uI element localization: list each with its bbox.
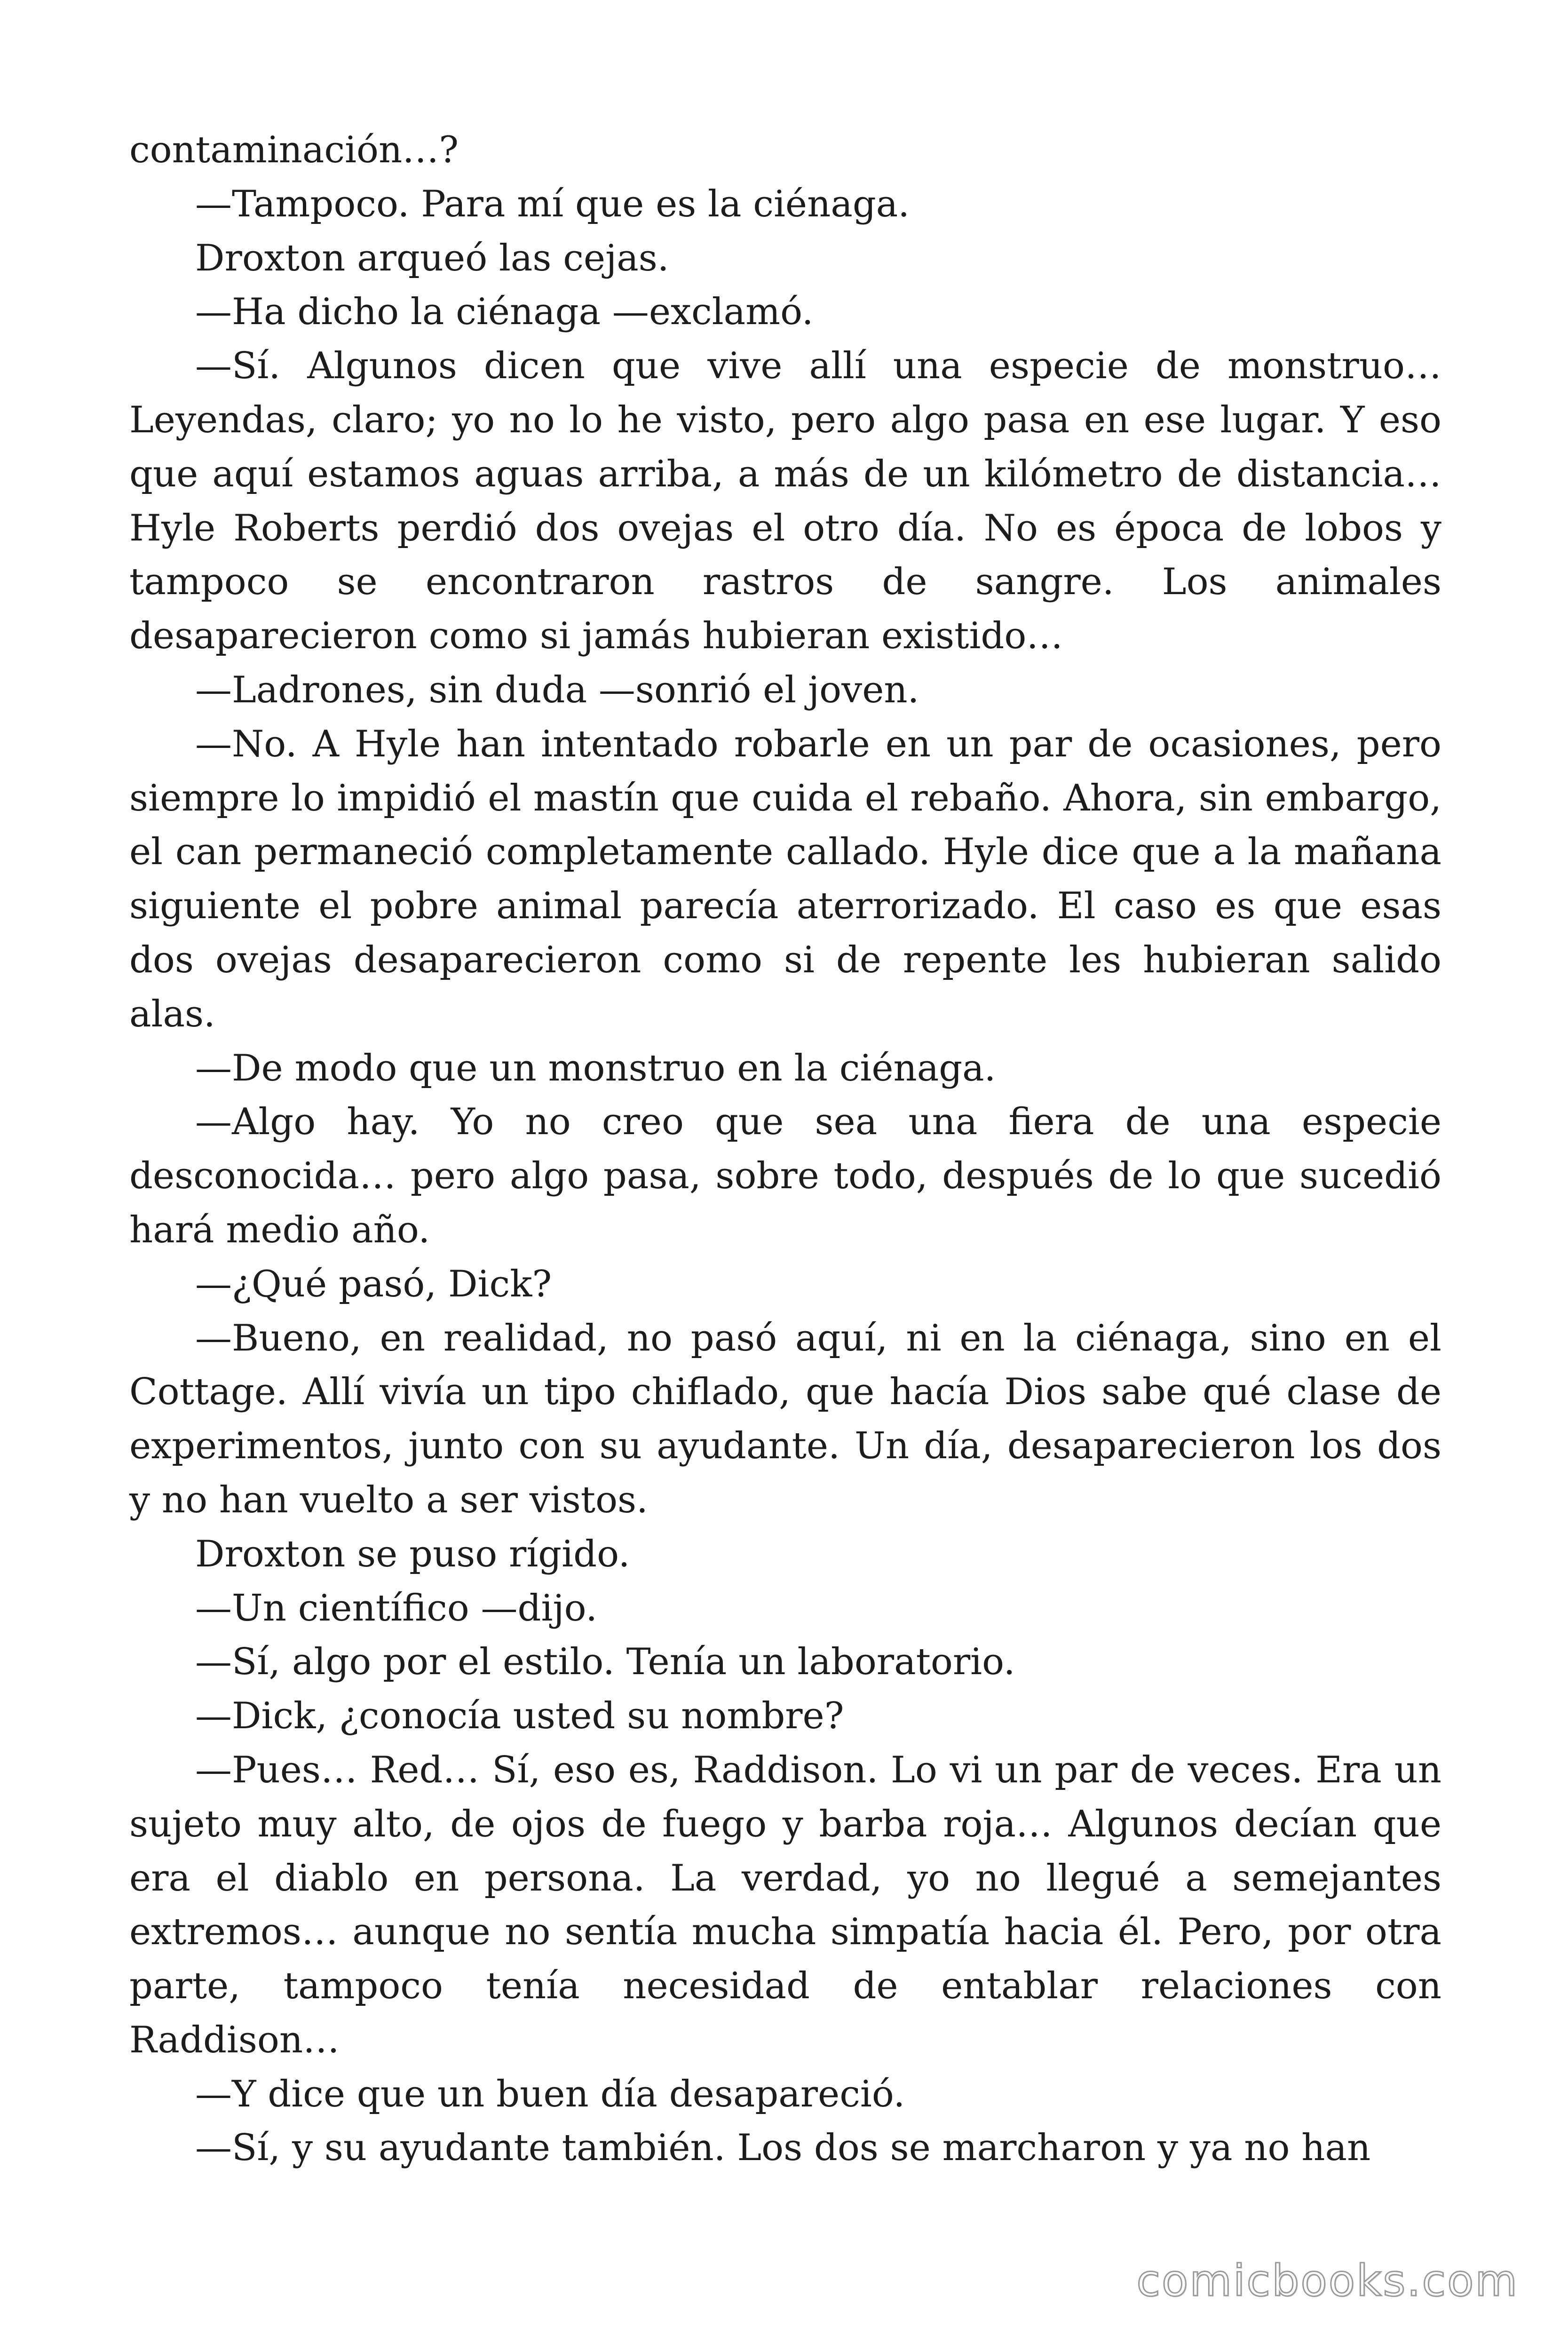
paragraph: —Pues… Red… Sí, eso es, Raddison. Lo vi un par de veces. Era un sujeto muy alto, de ojos de fuego y barba roja… Algunos decían que era el diablo en persona. La verdad, yo no llegué a semejantes extremos… aunque no sentía mucha simpatía hacia él. Pero, por otra parte, tampoco tenía necesidad de entablar relaciones con Raddison… bbox=[129, 1748, 1441, 2061]
paragraph: —De modo que un monstruo en la ciénaga. bbox=[195, 1047, 996, 1089]
paragraph: —Sí. Algunos dicen que vive allí una especie de monstruo… Leyendas, claro; yo no lo he visto, pero algo pasa en ese lugar. Y eso que aquí estamos aguas arriba, a más de un kilómetro de distancia… Hyle Roberts perdió dos ovejas el otro día. No es época de lobos y tampoco se encontraron rastros de sangre. Los animales desaparecieron como si jamás hubieran existido… bbox=[129, 345, 1441, 658]
paragraph: —Tampoco. Para mí que es la ciénaga. bbox=[195, 183, 910, 225]
paragraph: —Algo hay. Yo no creo que sea una fiera de una especie desconocida… pero algo pasa, sobre todo, después de lo que sucedió hará medio año. bbox=[129, 1101, 1441, 1251]
paragraph: —No. A Hyle han intentado robarle en un par de ocasiones, pero siempre lo impidió el mastín que cuida el rebaño. Ahora, sin embargo, el can permaneció completamente callado. Hyle dice que a la mañana siguiente el pobre animal parecía aterrorizado. El caso es que esas dos ovejas desaparecieron como si de repente les hubieran salido alas. bbox=[129, 723, 1441, 1035]
paragraph: Droxton arqueó las cejas. bbox=[195, 237, 669, 279]
watermark: comicbooks.com bbox=[1136, 2256, 1519, 2306]
book-page-text bbox=[129, 123, 1441, 2175]
paragraph: —¿Qué pasó, Dick? bbox=[195, 1263, 552, 1305]
paragraph: Droxton se puso rígido. bbox=[195, 1533, 630, 1575]
paragraph: contaminación…? bbox=[129, 129, 459, 171]
paragraph: —Ladrones, sin duda —sonrió el joven. bbox=[195, 668, 919, 711]
paragraph: —Y dice que un buen día desapareció. bbox=[195, 2073, 905, 2115]
paragraph: —Ha dicho la ciénaga —exclamó. bbox=[195, 291, 814, 334]
paragraph: —Un científico —dijo. bbox=[195, 1587, 597, 1629]
paragraph: —Sí, y su ayudante también. Los dos se marcharon y ya no han bbox=[195, 2127, 1371, 2169]
paragraph: —Bueno, en realidad, no pasó aquí, ni en la ciénaga, sino en el Cottage. Allí vivía un tipo chiflado, que hacía Dios sabe qué clase de experimentos, junto con su ayudante. Un día, desaparecieron los dos y no han vuelto a ser vistos. bbox=[129, 1317, 1441, 1521]
paragraph: —Dick, ¿conocía usted su nombre? bbox=[195, 1695, 844, 1738]
paragraph: —Sí, algo por el estilo. Tenía un laboratorio. bbox=[195, 1641, 1015, 1684]
